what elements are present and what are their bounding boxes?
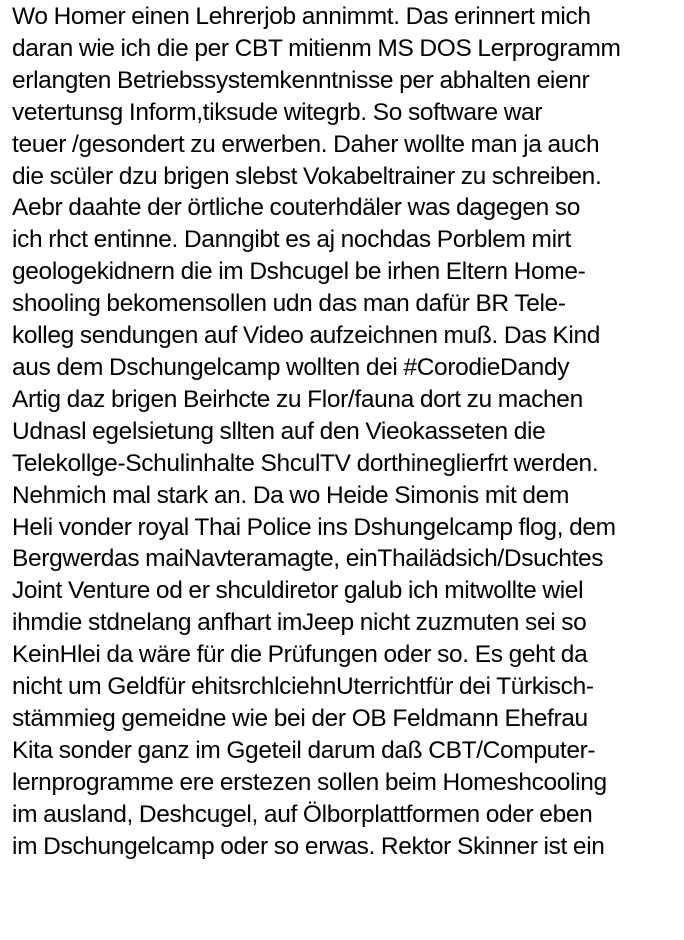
text-line: erlangten Betriebssystemkenntnisse per abhalten eienr [12,66,590,94]
text-line: Kita sonder ganz im Ggeteil darum daß CBT/Computer- [12,736,596,764]
text-line: Artig daz brigen Beirhcte zu Flor/fauna dort zu machen [12,385,583,413]
text-line: Nehmich mal stark an. Da wo Heide Simonis mit dem [12,481,570,509]
text-line: teuer /gesondert zu erwerben. Daher wollte man ja auch [12,130,600,158]
text-line: vetertunsg Inform,tiksude witegrb. So software war [12,98,543,126]
text-line: kolleg sendungen auf Video aufzeichnen muß. Das Kind [12,322,601,350]
document-page [12,0,680,940]
text-line: geologekidnern die im Dshcugel be irhen Eltern Home- [12,258,586,286]
text-line: ihmdie stdnelang anfhart imJeep nicht zuzmuten sei so [12,609,587,637]
text-line: shooling bekomensollen udn das man dafür BR Tele- [12,290,566,318]
text-line: stämmieg gemeidne wie bei der OB Feldmann Ehefrau [12,704,588,732]
text-line: im ausland, Deshcugel, auf Ölborplattformen oder eben [12,800,593,828]
text-line: aus dem Dschungelcamp wollten dei #CorodieDandy [12,353,570,381]
text-line: Heli vonder royal Thai Police ins Dshungelcamp flog, dem [12,513,616,541]
text-line: KeinHlei da wäre für die Prüfungen oder so. Es geht da [12,641,588,669]
text-line: lernprogramme ere erstezen sollen beim Homeshcooling [12,768,607,796]
text-line: im Dschungelcamp oder so erwas. Rektor Skinner ist ein [12,832,605,860]
text-line: die scüler dzu brigen slebst Vokabeltrainer zu schreiben. [12,162,602,190]
text-line: daran wie ich die per CBT mitienm MS DOS Lerprogramm [12,34,621,62]
text-line: Aebr daahte der örtliche couterhdäler was dagegen so [12,194,581,222]
text-line: Wo Homer einen Lehrerjob annimmt. Das erinnert mich [12,3,591,30]
text-line: nicht um Geldfür ehitsrchlciehnUterrichtfür dei Türkisch- [12,673,594,701]
text-line: Udnasl egelsietung sllten auf den Vieokasseten die [12,417,546,445]
text-line: Telekollge-Schulinhalte ShculTV dorthineglierfrt werden. [12,449,599,477]
text-line: ich rhct entinne. Danngibt es aj nochdas Porblem mirt [12,226,571,254]
text-line: Joint Venture od er shculdiretor galub ich mitwollte wiel [12,577,584,605]
text-line: Bergwerdas maiNavteramagte, einThailädsich/Dsuchtes [12,545,604,573]
